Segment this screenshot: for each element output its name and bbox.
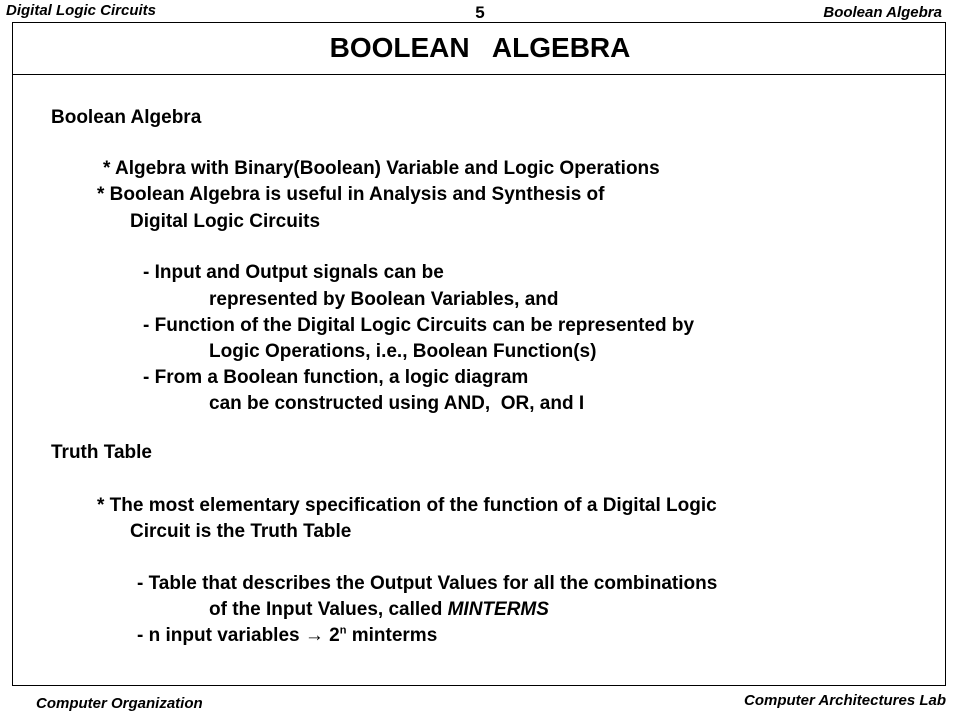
bullet-elementary-spec: * The most elementary specification of the function of a Digital Logic	[97, 495, 717, 516]
exponent-n: n	[339, 624, 347, 637]
dash-function-represented-cont: Logic Operations, i.e., Boolean Function(s)	[209, 341, 597, 362]
footer-lab: Computer Architectures Lab	[744, 692, 946, 709]
bullet-algebra-binary: * Algebra with Binary(Boolean) Variable and Logic Operations	[103, 158, 660, 179]
minterms-prefix: of the Input Values, called	[209, 599, 448, 620]
section-heading-truth-table: Truth Table	[51, 442, 152, 463]
dash-input-output: - Input and Output signals can be	[143, 262, 444, 283]
footer-course: Computer Organization	[36, 695, 203, 712]
n-inputs-prefix: - n input variables → 2	[137, 625, 340, 646]
minterms-term: MINTERMS	[447, 599, 549, 620]
dash-n-input-variables	[137, 625, 437, 647]
dash-table-describes: - Table that describes the Output Values for all the combinations	[137, 573, 718, 594]
bullet-useful-analysis: * Boolean Algebra is useful in Analysis and Synthesis of	[97, 184, 605, 205]
n-inputs-suffix: minterms	[346, 625, 438, 646]
slide-title: BOOLEAN ALGEBRA	[329, 32, 631, 63]
dash-logic-diagram: - From a Boolean function, a logic diagram	[143, 367, 529, 388]
dash-table-describes-cont	[209, 599, 549, 621]
header-course-title: Digital Logic Circuits	[6, 2, 157, 19]
section-heading-boolean-algebra: Boolean Algebra	[51, 107, 202, 128]
dash-function-represented: - Function of the Digital Logic Circuits can be represented by	[143, 315, 695, 336]
header-topic: Boolean Algebra	[823, 4, 942, 21]
bullet-elementary-spec-cont: Circuit is the Truth Table	[130, 521, 352, 542]
bullet-useful-analysis-cont: Digital Logic Circuits	[130, 211, 321, 232]
page-number: 5	[475, 3, 485, 22]
dash-logic-diagram-cont: can be constructed using AND, OR, and I	[209, 393, 585, 414]
dash-input-output-cont: represented by Boolean Variables, and	[209, 289, 559, 310]
